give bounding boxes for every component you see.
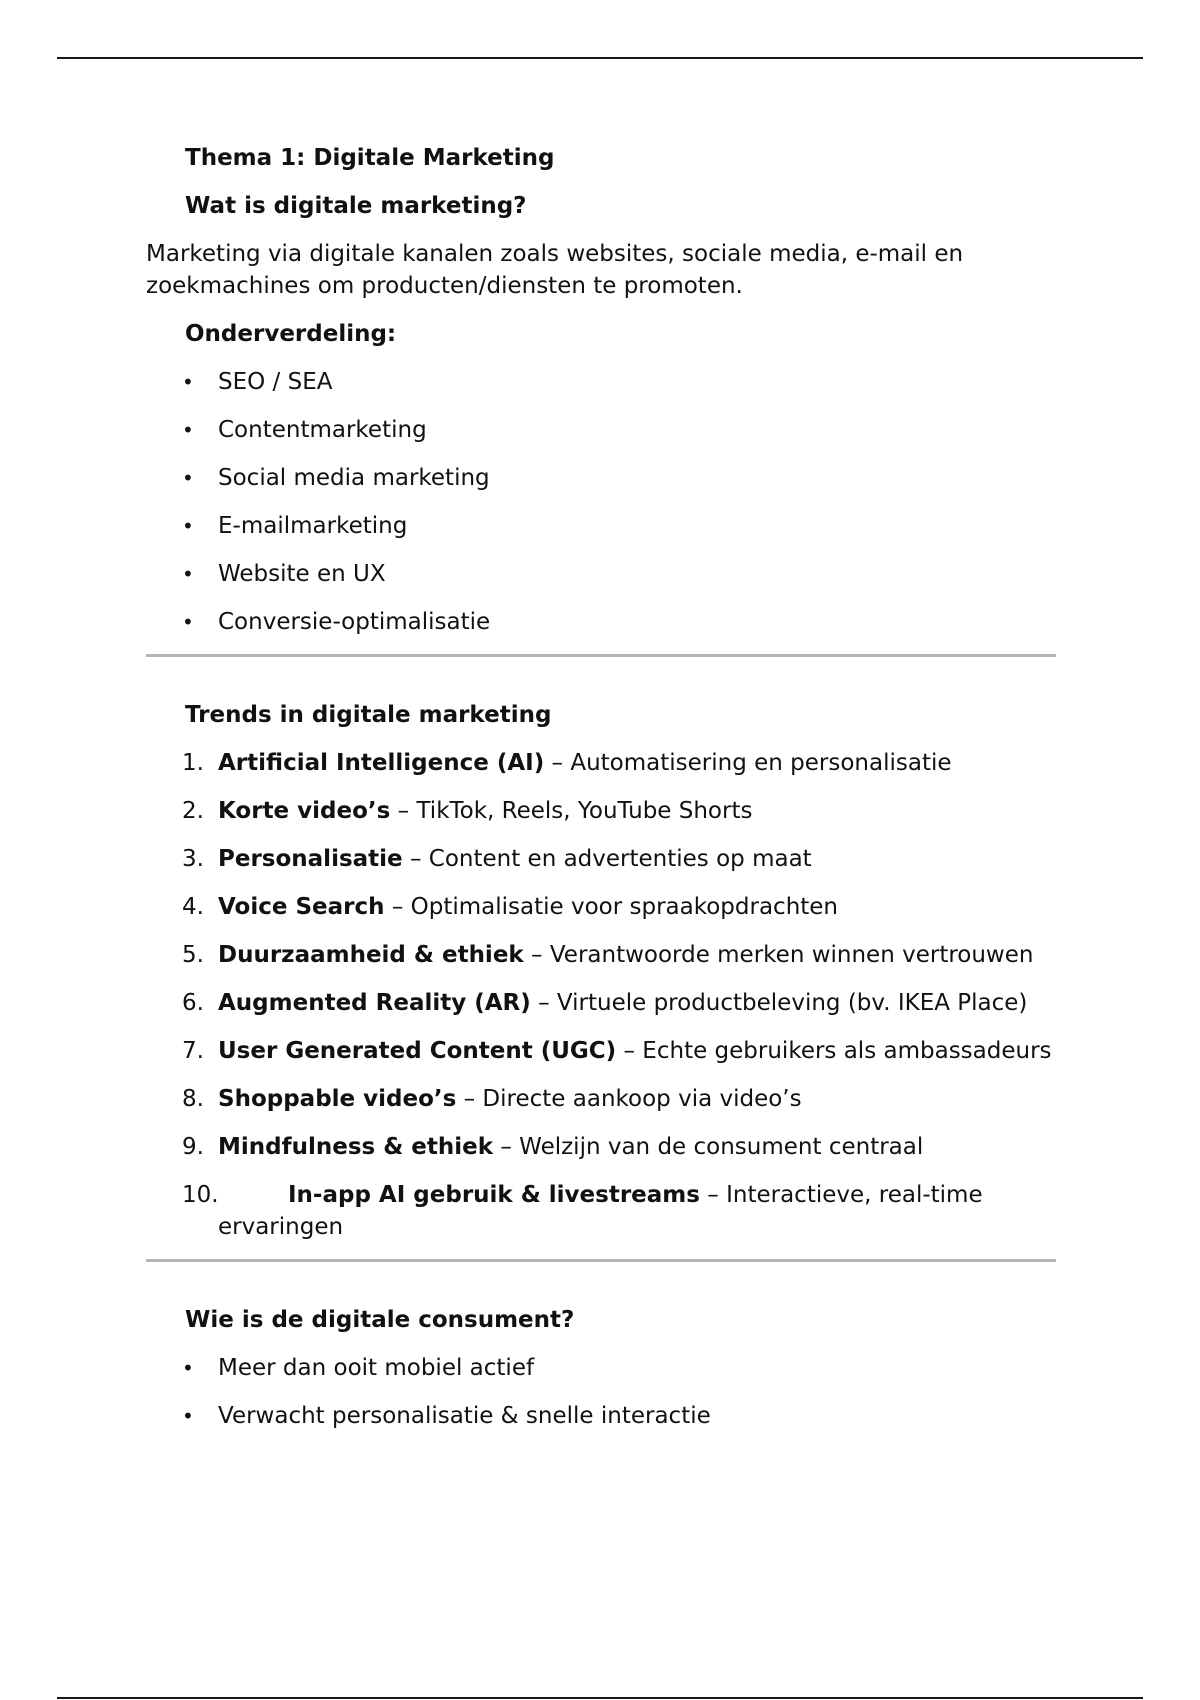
list-item: [146, 414, 1066, 446]
trend-number: 3.: [182, 846, 204, 872]
trend-number: 5.: [182, 942, 204, 968]
consumer-list: [146, 1352, 1066, 1432]
subdivision-heading: Onderverdeling:: [185, 321, 397, 347]
trend-term: User Generated Content (UGC): [218, 1038, 617, 1064]
trend-term: Duurzaamheid & ethiek: [218, 942, 524, 968]
trend-description: – Echte gebruikers als ambassadeurs: [616, 1038, 1052, 1064]
list-item-text: Website en UX: [218, 561, 386, 587]
list-item: [146, 1352, 1066, 1384]
question-heading: Wat is digitale marketing?: [185, 193, 527, 219]
subdivision-list: [146, 366, 1066, 638]
bullet-icon: •: [182, 562, 194, 586]
list-item: [146, 606, 1066, 638]
trend-number: 10.: [182, 1182, 219, 1208]
trends-list: [146, 747, 1066, 1243]
trend-term: Augmented Reality (AR): [218, 990, 531, 1016]
trend-number: 8.: [182, 1086, 204, 1112]
trend-term: Shoppable video’s: [218, 1086, 457, 1112]
trend-term: Voice Search: [218, 894, 385, 920]
section-divider: [146, 1259, 1056, 1262]
trend-term: Mindfulness & ethiek: [218, 1134, 494, 1160]
trend-item: [146, 747, 1066, 779]
trend-item: [146, 939, 1066, 971]
list-item-text: Verwacht personalisatie & snelle interactie: [218, 1403, 711, 1429]
list-item: [146, 1400, 1066, 1432]
bullet-icon: •: [182, 418, 194, 442]
trend-description: – Interactieve, real-time ervaringen: [218, 1182, 983, 1240]
definition-paragraph: Marketing via digitale kanalen zoals websites, sociale media, e-mail en zoekmachines om producten/diensten te promoten.: [146, 241, 964, 299]
list-item: [146, 510, 1066, 542]
trend-item: [146, 1131, 1066, 1163]
trend-number: 6.: [182, 990, 204, 1016]
list-item-text: Meer dan ooit mobiel actief: [218, 1355, 535, 1381]
list-item: [146, 366, 1066, 398]
trend-item: [146, 1035, 1066, 1067]
trend-item: [146, 1179, 1066, 1243]
bullet-icon: •: [182, 1356, 194, 1380]
list-item-text: E-mailmarketing: [218, 513, 408, 539]
bullet-icon: •: [182, 466, 194, 490]
trend-number: 9.: [182, 1134, 204, 1160]
page-top-rule: [57, 57, 1143, 59]
list-item-text: Social media marketing: [218, 465, 490, 491]
trend-item: [146, 795, 1066, 827]
trend-term: Korte video’s: [218, 798, 391, 824]
trend-item: [146, 987, 1066, 1019]
list-item-text: Contentmarketing: [218, 417, 427, 443]
section-divider: [146, 654, 1056, 657]
bullet-icon: •: [182, 1404, 194, 1428]
list-item: [146, 558, 1066, 590]
trend-description: – Directe aankoop via video’s: [456, 1086, 802, 1112]
trend-description: – Verantwoorde merken winnen vertrouwen: [523, 942, 1034, 968]
trend-description: – Optimalisatie voor spraakopdrachten: [384, 894, 839, 920]
trend-description: – Content en advertenties op maat: [402, 846, 812, 872]
trend-item: [146, 843, 1066, 875]
trend-item: [146, 891, 1066, 923]
trend-item: [146, 1083, 1066, 1115]
bullet-icon: •: [182, 610, 194, 634]
consumer-heading: Wie is de digitale consument?: [185, 1307, 575, 1333]
list-item-text: SEO / SEA: [218, 369, 333, 395]
trend-description: – Welzijn van de consument centraal: [493, 1134, 924, 1160]
trend-number: 4.: [182, 894, 204, 920]
trend-description: – Virtuele productbeleving (bv. IKEA Place): [530, 990, 1028, 1016]
trend-number: 7.: [182, 1038, 204, 1064]
list-item-text: Conversie-optimalisatie: [218, 609, 491, 635]
section-title-thema-1: Thema 1: Digitale Marketing: [185, 145, 555, 171]
trend-description: – TikTok, Reels, YouTube Shorts: [390, 798, 753, 824]
trends-heading: Trends in digitale marketing: [185, 702, 552, 728]
document-body: [146, 142, 1066, 1448]
trend-description: – Automatisering en personalisatie: [544, 750, 952, 776]
trend-term: Artificial Intelligence (AI): [218, 750, 545, 776]
trend-number: 1.: [182, 750, 204, 776]
page-bottom-rule: [57, 1697, 1143, 1699]
list-item: [146, 462, 1066, 494]
bullet-icon: •: [182, 370, 194, 394]
trend-term: Personalisatie: [218, 846, 403, 872]
trend-number: 2.: [182, 798, 204, 824]
bullet-icon: •: [182, 514, 194, 538]
trend-term: In-app AI gebruik & livestreams: [288, 1182, 700, 1208]
